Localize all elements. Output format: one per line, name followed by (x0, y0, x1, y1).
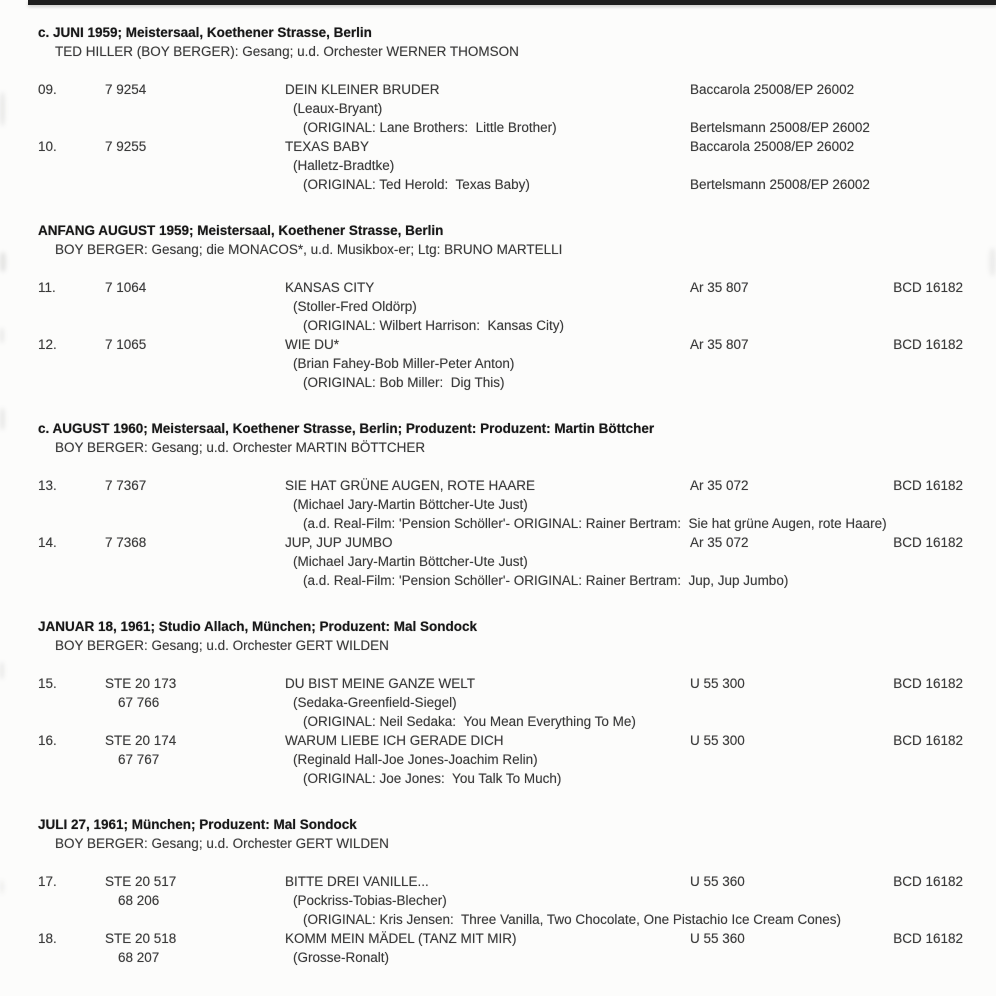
matrix-number: 68 207 (118, 950, 160, 965)
matrix-number: 7 7368 (105, 535, 147, 550)
release-label: U 55 360 (690, 931, 745, 946)
track-row (38, 476, 996, 495)
original-version-note: (a.d. Real-Film: 'Pension Schöller'- ORIGINAL: Rainer Bertram: Sie hat grüne Augen, rote Haare) (303, 516, 887, 531)
track-row (38, 948, 996, 967)
track-number (38, 373, 105, 392)
track-title: DU BIST MEINE GANZE WELT (285, 676, 476, 691)
catalog-number (878, 891, 963, 910)
matrix-number (105, 712, 285, 731)
catalog-number (878, 297, 963, 316)
original-version-note: (ORIGINAL: Joe Jones: You Talk To Much) (303, 771, 562, 786)
track-row (38, 335, 996, 354)
release-label (690, 354, 878, 373)
release-label: U 55 360 (690, 874, 745, 889)
composer-credit: (Stoller-Fred Oldörp) (293, 299, 417, 314)
track-row (38, 118, 996, 137)
track-title: JUP, JUP JUMBO (285, 535, 393, 550)
release-label: Baccarola 25008/EP 26002 (690, 82, 855, 97)
matrix-number: STE 20 517 (105, 874, 177, 889)
release-label: U 55 300 (690, 733, 745, 748)
track-row (38, 354, 996, 373)
matrix-number (105, 297, 285, 316)
matrix-number: 7 9254 (105, 82, 147, 97)
matrix-number: 67 766 (118, 695, 160, 710)
track-row (38, 929, 996, 948)
catalog-number: BCD 16182 (893, 676, 963, 691)
original-version-note: (ORIGINAL: Ted Herold: Texas Baby) (303, 177, 530, 192)
track-number (38, 118, 105, 137)
catalog-number (878, 571, 963, 590)
track-row (38, 514, 996, 533)
session-section (38, 617, 996, 788)
release-label (690, 948, 878, 967)
catalog-number: BCD 16182 (893, 931, 963, 946)
track-row (38, 297, 996, 316)
track-number (38, 156, 105, 175)
track-row (38, 373, 996, 392)
track-title: WIE DU* (285, 337, 339, 352)
release-label (690, 712, 878, 731)
catalog-number: BCD 16182 (893, 478, 963, 493)
track-number (38, 712, 105, 731)
session-credits: BOY BERGER: Gesang; die MONACOS*, u.d. Musikbox-er; Ltg: BRUNO MARTELLI (55, 242, 563, 257)
catalog-number (878, 514, 963, 533)
track-number (38, 693, 105, 712)
matrix-number (105, 354, 285, 373)
catalog-number: BCD 16182 (893, 535, 963, 550)
matrix-number (105, 910, 285, 929)
original-version-note: (ORIGINAL: Wilbert Harrison: Kansas City) (303, 318, 565, 333)
release-label: Baccarola 25008/EP 26002 (690, 139, 855, 154)
release-label (690, 552, 878, 571)
track-number: 16. (38, 733, 57, 748)
release-label (690, 495, 878, 514)
release-label (690, 910, 878, 929)
track-number (38, 354, 105, 373)
release-label (690, 297, 878, 316)
original-version-note: (a.d. Real-Film: 'Pension Schöller'- ORIGINAL: Rainer Bertram: Jup, Jup Jumbo) (303, 573, 789, 588)
track-title: KOMM MEIN MÄDEL (TANZ MIT MIR) (285, 931, 517, 946)
release-label (690, 769, 878, 788)
track-row (38, 278, 996, 297)
matrix-number (105, 571, 285, 590)
matrix-number: 7 1064 (105, 280, 147, 295)
catalog-number: BCD 16182 (893, 874, 963, 889)
catalog-number: BCD 16182 (893, 337, 963, 352)
matrix-number: 7 7367 (105, 478, 147, 493)
track-number (38, 571, 105, 590)
catalog-number (878, 316, 963, 335)
track-row (38, 80, 996, 99)
track-number: 18. (38, 931, 57, 946)
matrix-number (105, 156, 285, 175)
release-label: Bertelsmann 25008/EP 26002 (690, 177, 870, 192)
original-version-note: (ORIGINAL: Bob Miller: Dig This) (303, 375, 505, 390)
composer-credit: (Halletz-Bradtke) (293, 158, 395, 173)
track-number (38, 495, 105, 514)
session-header: c. AUGUST 1960; Meistersaal, Koethener Strasse, Berlin; Produzent: Produzent: Martin Böttcher (38, 421, 655, 436)
track-row (38, 533, 996, 552)
track-title: DEIN KLEINER BRUDER (285, 82, 440, 97)
matrix-number (105, 99, 285, 118)
composer-credit: (Brian Fahey-Bob Miller-Peter Anton) (293, 356, 515, 371)
track-row (38, 674, 996, 693)
catalog-number (878, 354, 963, 373)
session-credits: BOY BERGER: Gesang; u.d. Orchester MARTIN BÖTTCHER (55, 440, 426, 455)
track-title: BITTE DREI VANILLE... (285, 874, 429, 889)
matrix-number (105, 552, 285, 571)
release-label: Ar 35 072 (690, 535, 749, 550)
original-version-note: (ORIGINAL: Kris Jensen: Three Vanilla, Two Chocolate, One Pistachio Ice Cream Cones) (303, 912, 841, 927)
session-section (38, 815, 996, 967)
track-number (38, 99, 105, 118)
composer-credit: (Sedaka-Greenfield-Siegel) (293, 695, 457, 710)
matrix-number (105, 175, 285, 194)
track-number (38, 891, 105, 910)
catalog-number: BCD 16182 (893, 733, 963, 748)
catalog-number (878, 80, 963, 99)
release-label: Ar 35 072 (690, 478, 749, 493)
composer-credit: (Michael Jary-Martin Böttcher-Ute Just) (293, 497, 528, 512)
session-header: JANUAR 18, 1961; Studio Allach, München; Produzent: Mal Sondock (38, 619, 478, 634)
composer-credit: (Grosse-Ronalt) (293, 950, 390, 965)
release-label (690, 316, 878, 335)
track-number (38, 948, 105, 967)
catalog-number (878, 712, 963, 731)
track-row (38, 99, 996, 118)
track-number (38, 552, 105, 571)
track-number (38, 514, 105, 533)
catalog-number (878, 99, 963, 118)
session-credits: BOY BERGER: Gesang; u.d. Orchester GERT WILDEN (55, 836, 389, 851)
release-label (690, 891, 878, 910)
track-number: 14. (38, 535, 57, 550)
track-number (38, 910, 105, 929)
track-row (38, 552, 996, 571)
release-label (690, 571, 878, 590)
catalog-number: BCD 16182 (893, 280, 963, 295)
matrix-number (105, 769, 285, 788)
catalog-number (878, 156, 963, 175)
track-row (38, 316, 996, 335)
matrix-number (105, 514, 285, 533)
track-number: 09. (38, 82, 57, 97)
original-version-note: (ORIGINAL: Lane Brothers: Little Brother) (303, 120, 557, 135)
track-row (38, 495, 996, 514)
track-title: SIE HAT GRÜNE AUGEN, ROTE HAARE (285, 478, 536, 493)
composer-credit: (Leaux-Bryant) (293, 101, 383, 116)
track-number: 15. (38, 676, 57, 691)
track-row (38, 137, 996, 156)
session-header: ANFANG AUGUST 1959; Meistersaal, Koethener Strasse, Berlin (38, 223, 444, 238)
track-row (38, 571, 996, 590)
catalog-number (878, 769, 963, 788)
release-label (690, 514, 878, 533)
catalog-number (878, 552, 963, 571)
catalog-number (878, 118, 963, 137)
catalog-number (878, 910, 963, 929)
track-number (38, 175, 105, 194)
matrix-number (105, 495, 285, 514)
track-title: WARUM LIEBE ICH GERADE DICH (285, 733, 504, 748)
catalog-number (878, 137, 963, 156)
track-number (38, 316, 105, 335)
release-label (690, 750, 878, 769)
session-credits: TED HILLER (BOY BERGER): Gesang; u.d. Orchester WERNER THOMSON (55, 44, 519, 59)
catalog-number (878, 750, 963, 769)
catalog-number (878, 948, 963, 967)
matrix-number: STE 20 174 (105, 733, 177, 748)
release-label: U 55 300 (690, 676, 745, 691)
track-row (38, 712, 996, 731)
track-number (38, 750, 105, 769)
catalog-number (878, 373, 963, 392)
session-header: JULI 27, 1961; München; Produzent: Mal Sondock (38, 817, 357, 832)
track-row (38, 891, 996, 910)
release-label: Ar 35 807 (690, 337, 749, 352)
track-row (38, 910, 996, 929)
track-number (38, 297, 105, 316)
catalog-number (878, 693, 963, 712)
track-row (38, 769, 996, 788)
track-row (38, 731, 996, 750)
release-label: Ar 35 807 (690, 280, 749, 295)
composer-credit: (Reginald Hall-Joe Jones-Joachim Relin) (293, 752, 538, 767)
track-row (38, 750, 996, 769)
track-number: 10. (38, 139, 57, 154)
composer-credit: (Michael Jary-Martin Böttcher-Ute Just) (293, 554, 528, 569)
matrix-number: 7 9255 (105, 139, 147, 154)
composer-credit: (Pockriss-Tobias-Blecher) (293, 893, 447, 908)
session-credits: BOY BERGER: Gesang; u.d. Orchester GERT WILDEN (55, 638, 389, 653)
track-number: 12. (38, 337, 57, 352)
session-section (38, 221, 996, 392)
release-label (690, 373, 878, 392)
matrix-number (105, 373, 285, 392)
track-number: 17. (38, 874, 57, 889)
release-label: Bertelsmann 25008/EP 26002 (690, 120, 870, 135)
matrix-number: STE 20 518 (105, 931, 177, 946)
release-label (690, 693, 878, 712)
matrix-number (105, 316, 285, 335)
matrix-number: 68 206 (118, 893, 160, 908)
track-number (38, 769, 105, 788)
track-row (38, 175, 996, 194)
catalog-number (878, 495, 963, 514)
matrix-number: 7 1065 (105, 337, 147, 352)
track-title: TEXAS BABY (285, 139, 370, 154)
matrix-number: 67 767 (118, 752, 160, 767)
matrix-number (105, 118, 285, 137)
track-number: 11. (38, 280, 56, 295)
catalog-number (878, 175, 963, 194)
session-section (38, 419, 996, 590)
track-row (38, 872, 996, 891)
session-header: c. JUNI 1959; Meistersaal, Koethener Strasse, Berlin (38, 25, 372, 40)
session-section (38, 23, 996, 194)
track-row (38, 693, 996, 712)
release-label (690, 156, 878, 175)
original-version-note: (ORIGINAL: Neil Sedaka: You Mean Everything To Me) (303, 714, 636, 729)
track-row (38, 156, 996, 175)
track-title: KANSAS CITY (285, 280, 375, 295)
track-number: 13. (38, 478, 57, 493)
release-label (690, 99, 878, 118)
matrix-number: STE 20 173 (105, 676, 177, 691)
